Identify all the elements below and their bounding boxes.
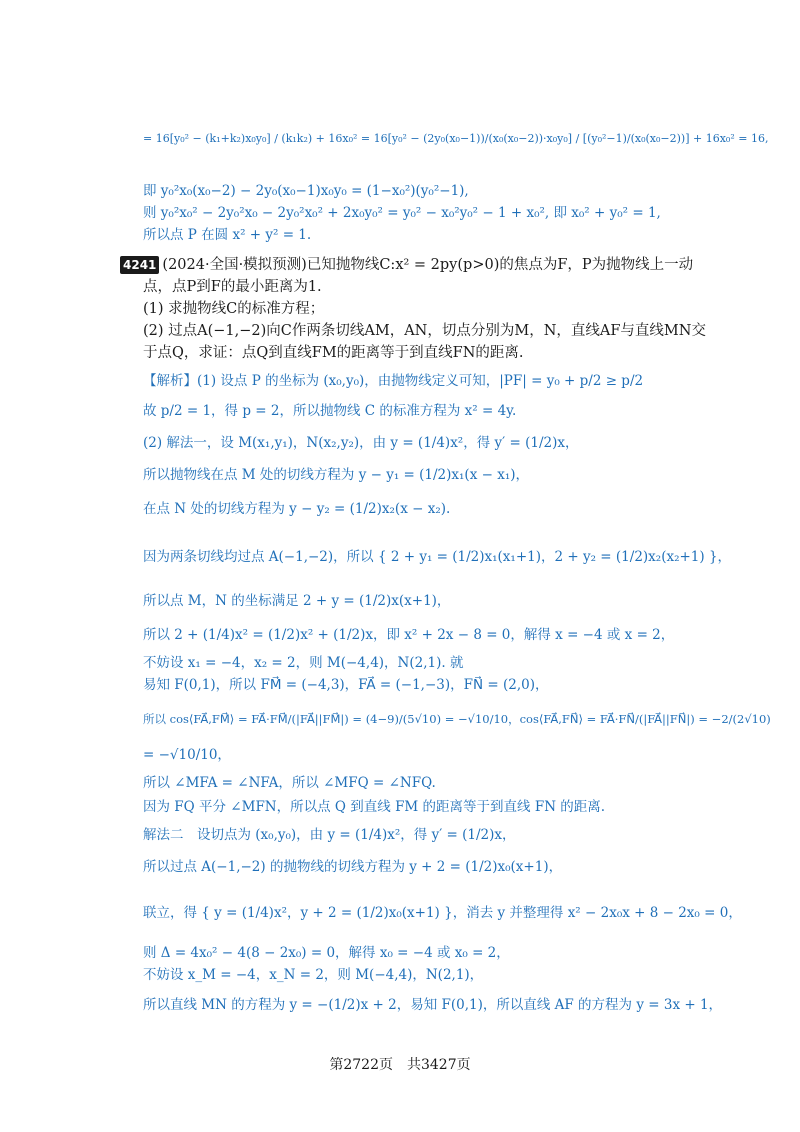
solution-line: 因为 FQ 平分 ∠MFN，所以点 Q 到直线 FM 的距离等于到直线 FN 的距离. [143, 799, 606, 815]
solution-line: 所以点 P 在圆 x² + y² = 1. [143, 227, 312, 243]
solution-line: 【解析】(1) 设点 P 的坐标为 (x₀,y₀)，由抛物线定义可知，|PF| = y₀ + p/2 ≥ p/2 [143, 373, 644, 389]
solution-line: 不妨设 x_M = −4，x_N = 2，则 M(−4,4)，N(2,1)， [143, 967, 484, 983]
solution-line: 所以过点 A(−1,−2) 的抛物线的切线方程为 y + 2 = (1/2)x₀(x+1)， [143, 859, 563, 875]
question-2-line-1: (2) 过点A(−1,−2)向C作两条切线AM，AN，切点分别为M，N，直线AF与直线MN交 [143, 323, 706, 339]
problem-number-badge: 4241 [120, 256, 159, 274]
solution-line: 易知 F(0,1)，所以 FM⃗ = (−4,3)，FA⃗ = (−1,−3)，FN⃗ = (2,0)， [143, 677, 549, 693]
solution-line: (2) 解法一，设 M(x₁,y₁)，N(x₂,y₂)，由 y = (1/4)x²，得 y′ = (1/2)x， [143, 435, 579, 451]
solution-line: 解法二 设切点为 (x₀,y₀)，由 y = (1/4)x²，得 y′ = (1/2)x， [143, 827, 516, 843]
problem-line-2: 点，点P到F的最小距离为1. [143, 279, 322, 295]
solution-line: 联立，得 { y = (1/4)x²，y + 2 = (1/2)x₀(x+1) }，消去 y 并整理得 x² − 2x₀x + 8 − 2x₀ = 0， [143, 905, 742, 921]
question-2-line-2: 于点Q，求证：点Q到直线FM的距离等于到直线FN的距离. [143, 345, 524, 361]
problem-line-1 [120, 256, 693, 274]
solution-line: 所以点 M，N 的坐标满足 2 + y = (1/2)x(x+1)， [143, 593, 451, 609]
page-footer: 第2722页 共3427页 [329, 1057, 471, 1073]
question-1: (1) 求抛物线C的标准方程； [143, 301, 325, 317]
solution-line: = −√10/10， [143, 747, 231, 763]
solution-line: 所以直线 MN 的方程为 y = −(1/2)x + 2，易知 F(0,1)，所以直线 AF 的方程为 y = 3x + 1， [143, 997, 723, 1013]
solution-line: 所以抛物线在点 M 处的切线方程为 y − y₁ = (1/2)x₁(x − x₁)， [143, 467, 530, 483]
solution-line: 则 Δ = 4x₀² − 4(8 − 2x₀) = 0，解得 x₀ = −4 或 x₀ = 2， [143, 945, 510, 961]
solution-line: 所以 cos⟨FA⃗,FM⃗⟩ = FA⃗·FM⃗/(|FA⃗||FM⃗|) = (4−9)/(5√10) = −√10/10，cos⟨FA⃗,FN⃗⟩ = FA⃗·FN⃗/(|FA⃗||FN⃗|) = −2/(2√10) [143, 712, 771, 726]
solution-line: 则 y₀²x₀² − 2y₀²x₀ − 2y₀²x₀² + 2x₀y₀² = y₀² − x₀²y₀² − 1 + x₀², 即 x₀² + y₀² = 1, [143, 205, 661, 221]
solution-line: 在点 N 处的切线方程为 y − y₂ = (1/2)x₂(x − x₂). [143, 501, 451, 517]
solution-line: 因为两条切线均过点 A(−1,−2)，所以 { 2 + y₁ = (1/2)x₁(x₁+1)，2 + y₂ = (1/2)x₂(x₂+1) }， [143, 549, 732, 565]
solution-line: 所以 ∠MFA = ∠NFA，所以 ∠MFQ = ∠NFQ. [143, 775, 436, 791]
solution-line: 即 y₀²x₀(x₀−2) − 2y₀(x₀−1)x₀y₀ = (1−x₀²)(y₀²−1), [143, 183, 469, 199]
solution-line: 所以 2 + (1/4)x² = (1/2)x² + (1/2)x，即 x² + 2x − 8 = 0，解得 x = −4 或 x = 2， [143, 627, 675, 643]
solution-equation-line: = 16[y₀² − (k₁+k₂)x₀y₀] / (k₁k₂) + 16x₀² = 16[y₀² − (2y₀(x₀−1))/(x₀(x₀−2))·x₀y₀] / [(y₀²−1)/(x₀(x₀−2))] + 16x₀² = 16, [143, 132, 769, 145]
solution-line: 不妨设 x₁ = −4，x₂ = 2，则 M(−4,4)，N(2,1). 就 [143, 655, 464, 671]
solution-line: 故 p/2 = 1，得 p = 2，所以抛物线 C 的标准方程为 x² = 4y. [143, 403, 517, 419]
problem-text: (2024·全国·模拟预测)已知抛物线C:x² = 2py(p>0)的焦点为F，P为抛物线上一动 [162, 257, 694, 273]
